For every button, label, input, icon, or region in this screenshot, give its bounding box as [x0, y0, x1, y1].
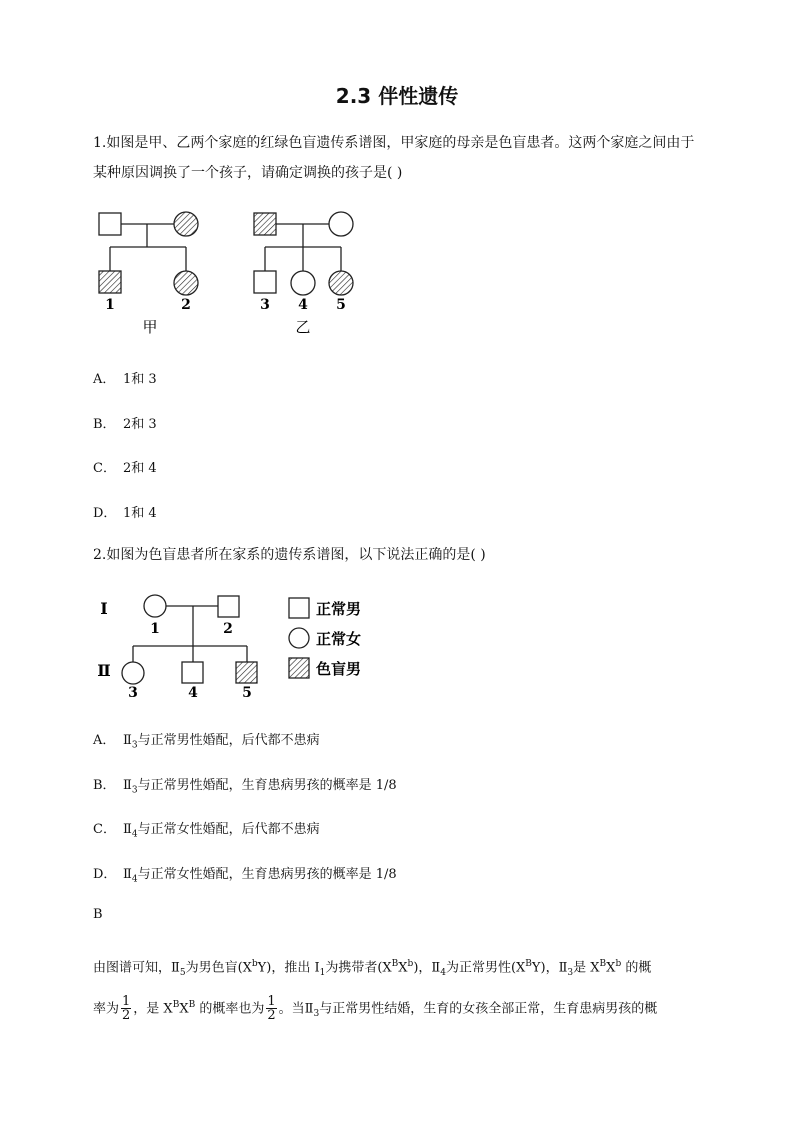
q1-option-a[interactable] — [93, 368, 157, 387]
expl-text: X — [398, 960, 408, 976]
expl-text: 与正常男性结婚，生育的女孩全部正常，生育患病男孩的概 — [319, 1001, 658, 1017]
fraction-numerator: 1 — [122, 994, 131, 1010]
option-text: 1和 3 — [123, 372, 157, 387]
child-2-symbol — [174, 271, 198, 295]
expl-text: Y)，Ⅱ — [531, 960, 568, 976]
legend-colorblind-male-symbol — [289, 658, 309, 678]
member-4-symbol — [182, 662, 203, 683]
fraction-one-half — [121, 995, 131, 1022]
expl-sup: B — [188, 999, 196, 1010]
member-5-symbol — [236, 662, 257, 683]
expl-sup: B — [172, 999, 180, 1010]
fraction-denominator: 2 — [122, 1008, 131, 1024]
expl-text: 率为 — [93, 1001, 120, 1017]
expl-sup: B — [599, 959, 607, 969]
expl-text: 为携带者(X — [325, 960, 392, 976]
option-label: C． — [93, 461, 116, 476]
option-text: 1和 4 — [123, 506, 157, 521]
expl-text: ，是 X — [133, 1001, 173, 1017]
q2-pedigree-figure — [90, 588, 390, 700]
expl-text: X — [606, 960, 616, 976]
expl-text: 由图谱可知，Ⅱ — [93, 960, 180, 976]
expl-text: )，Ⅱ — [413, 960, 441, 976]
q1-pedigree-figure — [90, 205, 370, 340]
expl-sup: B — [391, 959, 399, 969]
option-text: 与正常男性婚配，生育患病男孩的概率是 1/8 — [137, 778, 397, 793]
option-text: 与正常女性婚配，后代都不患病 — [137, 822, 320, 837]
expl-sub: 4 — [440, 967, 446, 978]
expl-text: X — [179, 1001, 189, 1017]
q2-option-b[interactable] — [93, 774, 397, 796]
option-label: B． — [93, 778, 116, 793]
option-subject: Ⅱ — [123, 867, 132, 882]
q2-option-d[interactable] — [93, 863, 397, 885]
page-title: 2.3 伴性遗传 — [335, 84, 459, 108]
expl-sub: 5 — [179, 967, 186, 978]
q2-stem: 2.如图为色盲患者所在家系的遗传系谱图，以下说法正确的是( ) — [93, 547, 486, 563]
child-label-2: 2 — [181, 297, 191, 313]
expl-text: 的概率也为 — [195, 1001, 265, 1017]
option-text: 2和 3 — [123, 417, 157, 432]
b-father-symbol — [254, 213, 276, 235]
option-subject: Ⅱ — [123, 778, 132, 793]
option-text: 与正常女性婚配，生育患病男孩的概率是 1/8 — [137, 867, 397, 882]
a-mother-symbol — [174, 212, 198, 236]
family-b-label: 乙 — [295, 318, 311, 336]
option-text: 2和 4 — [123, 461, 157, 476]
q1-stem-line1: 1.如图是甲、乙两个家庭的红绿色盲遗传系谱图，甲家庭的母亲是色盲患者。这两个家庭之间由于 — [93, 135, 695, 151]
member-2-symbol — [218, 596, 239, 617]
legend-normal-male-label: 正常男 — [316, 600, 362, 618]
member-label-4: 4 — [188, 685, 198, 700]
expl-text: 为男色盲(X — [185, 960, 252, 976]
expl-sub: 3 — [313, 1008, 320, 1019]
expl-sup: B — [525, 959, 532, 969]
q1-option-c[interactable] — [93, 457, 157, 476]
member-3-symbol — [122, 662, 144, 684]
q1-stem — [93, 128, 705, 188]
fraction-denominator: 2 — [267, 1008, 276, 1024]
q1-option-d[interactable] — [93, 502, 157, 521]
explanation-line-1 — [93, 948, 705, 989]
explanation — [93, 948, 705, 1030]
expl-text: Y)，推出 I — [257, 960, 320, 976]
option-subscript: 3 — [131, 740, 138, 751]
child-label-1: 1 — [105, 297, 115, 313]
option-subscript: 4 — [131, 874, 138, 885]
option-label: A． — [93, 733, 116, 748]
expl-sup: b — [407, 959, 414, 969]
fraction-numerator: 1 — [267, 994, 276, 1010]
expl-text: 是 X — [573, 960, 600, 976]
q1-stem-line2: 某种原因调换了一个孩子，请确定调换的孩子是( ) — [93, 165, 403, 181]
child-label-4: 4 — [298, 297, 308, 313]
q2-option-c[interactable] — [93, 818, 320, 840]
explanation-line-2 — [93, 989, 705, 1030]
member-1-symbol — [144, 595, 166, 617]
expl-sub: 1 — [319, 967, 326, 978]
expl-text: 。当Ⅱ — [278, 1001, 314, 1017]
member-label-3: 3 — [128, 685, 138, 700]
fraction-one-half-2 — [266, 995, 276, 1022]
child-4-symbol — [291, 271, 315, 295]
legend-normal-female-symbol — [289, 628, 309, 648]
q2-answer: B — [93, 907, 103, 922]
expl-sub: 3 — [567, 967, 574, 978]
legend-normal-male-symbol — [289, 598, 309, 618]
child-label-3: 3 — [260, 297, 270, 313]
q1-option-b[interactable] — [93, 413, 157, 432]
option-subject: Ⅱ — [123, 822, 132, 837]
child-label-5: 5 — [336, 297, 346, 313]
a-father-symbol — [99, 213, 121, 235]
legend-colorblind-male-label: 色盲男 — [316, 660, 362, 678]
generation-2-label: Ⅱ — [97, 661, 111, 680]
member-label-2: 2 — [223, 621, 233, 637]
option-subscript: 4 — [131, 829, 138, 840]
q2-option-a[interactable] — [93, 729, 320, 751]
option-subject: Ⅱ — [123, 733, 132, 748]
option-subscript: 3 — [131, 785, 138, 796]
family-a-label: 甲 — [142, 318, 158, 336]
generation-1-label: I — [100, 599, 108, 618]
option-label: D． — [93, 506, 117, 521]
option-label: A． — [93, 372, 116, 387]
expl-text: 的概 — [621, 960, 652, 976]
option-text: 与正常男性婚配，后代都不患病 — [137, 733, 320, 748]
option-label: C． — [93, 822, 116, 837]
option-label: B． — [93, 417, 116, 432]
legend-normal-female-label: 正常女 — [316, 630, 362, 648]
option-label: D． — [93, 867, 117, 882]
expl-sup: b — [615, 959, 622, 969]
expl-sup: b — [251, 959, 258, 969]
member-label-1: 1 — [150, 621, 160, 637]
member-label-5: 5 — [242, 685, 252, 700]
child-3-symbol — [254, 271, 276, 293]
child-5-symbol — [329, 271, 353, 295]
b-mother-symbol — [329, 212, 353, 236]
child-1-symbol — [99, 271, 121, 293]
expl-text: 为正常男性(X — [445, 960, 526, 976]
